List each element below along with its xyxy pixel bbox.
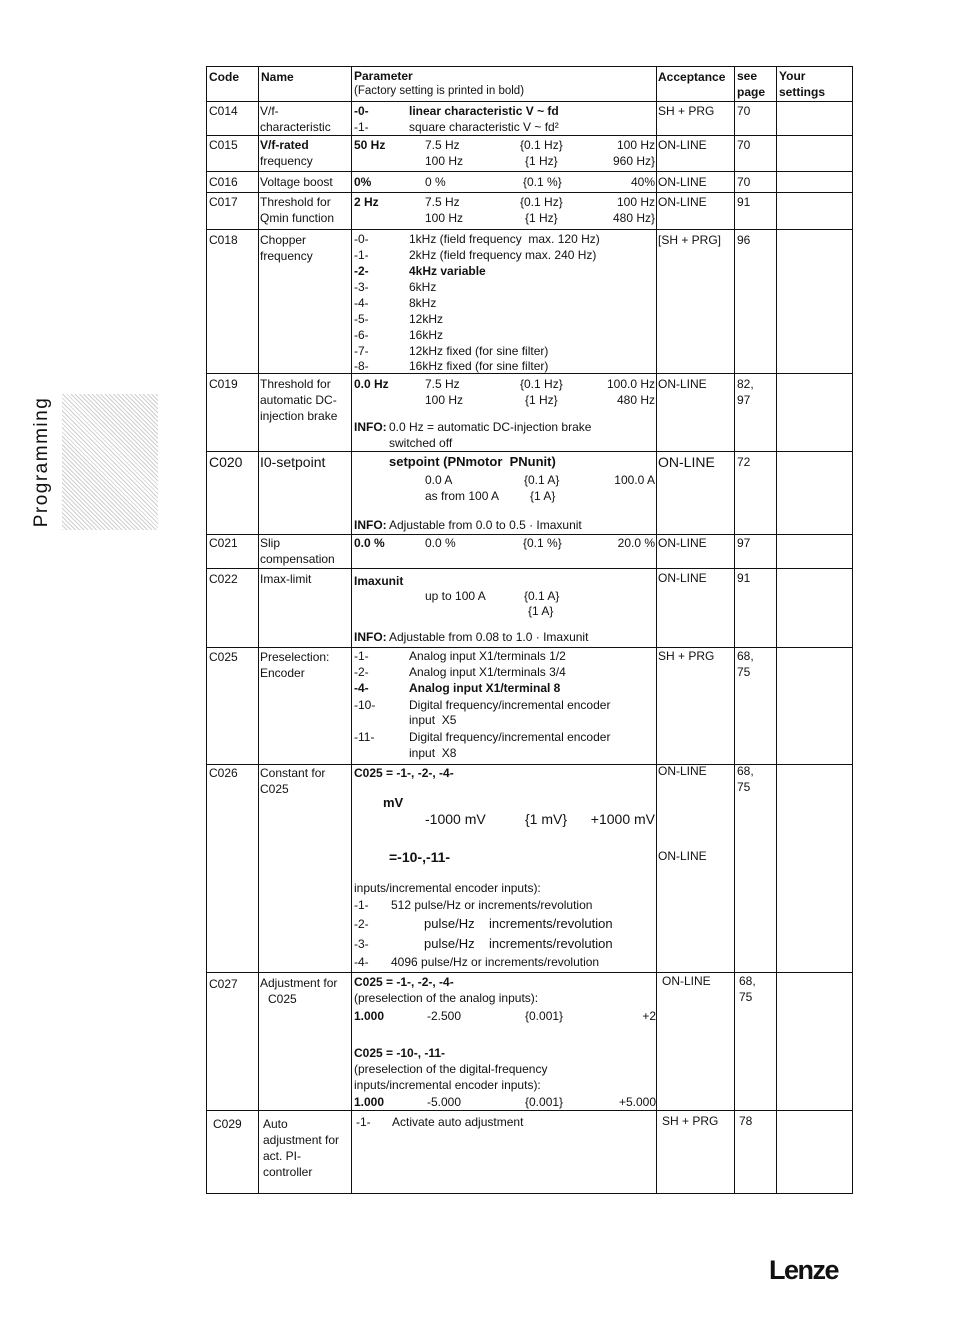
option-text: 12kHz <box>409 312 444 326</box>
option-code: -8- <box>354 359 369 373</box>
option-text: 12kHz fixed (for sine filter) <box>409 344 549 358</box>
page-c019: 82, <box>737 377 754 391</box>
min-c027: -2.500 <box>427 1009 462 1023</box>
option-text: Analog input X1/terminals 3/4 <box>409 665 566 679</box>
page-c015: 70 <box>737 138 751 152</box>
max-c016: 40% <box>630 175 655 189</box>
default-c022: Imaxunit <box>354 574 404 588</box>
info-label-c020: INFO: <box>354 518 387 532</box>
default2-c027: 1.000 <box>354 1095 385 1109</box>
option-code: -1- <box>354 898 369 912</box>
page-c025-2: 75 <box>737 665 751 679</box>
name-c026: Constant for <box>260 766 326 780</box>
min-c021: 0.0 % <box>425 536 456 550</box>
code-c018: C018 <box>209 233 238 247</box>
section-tab <box>28 392 56 532</box>
code-c021: C021 <box>209 536 238 550</box>
row-divider <box>207 229 852 230</box>
note2-c027: (preselection of the digital-frequency <box>354 1062 548 1076</box>
page-c020: 72 <box>737 455 751 469</box>
info-c019: 0.0 Hz = automatic DC-injection brake <box>389 420 592 434</box>
header-see-page-2: page <box>737 85 766 99</box>
min-c015: 7.5 Hz <box>425 138 460 152</box>
note2-c027-2: inputs/incremental encoder inputs): <box>354 1078 541 1092</box>
step-c020-2: {1 A} <box>530 489 556 503</box>
step-c019-2: {1 Hz} <box>525 393 558 407</box>
acceptance-c025: SH + PRG <box>658 649 715 663</box>
header-parameter: Parameter <box>354 69 413 83</box>
option-code: -4- <box>354 681 369 695</box>
name-c018-2: frequency <box>260 249 313 263</box>
default-c027: 1.000 <box>354 1009 385 1023</box>
acceptance-c026: ON-LINE <box>658 764 707 778</box>
parameter-table <box>206 66 853 1194</box>
header-see-page: see <box>737 69 758 83</box>
option-code: -2- <box>354 917 369 931</box>
min-c020: 0.0 A <box>425 473 453 487</box>
option-code: -2- <box>354 665 369 679</box>
min-c026: -1000 mV <box>425 811 486 827</box>
step-c027: {0.001} <box>525 1009 564 1023</box>
option-text: 512 pulse/Hz or increments/revolution <box>391 898 593 912</box>
min-c022: up to 100 A <box>425 589 486 603</box>
page-c014: 70 <box>737 104 751 118</box>
option-text: input X5 <box>409 713 457 727</box>
col-divider <box>734 67 735 1193</box>
name-c029-2: adjustment for <box>263 1133 340 1147</box>
acceptance-c029: SH + PRG <box>662 1114 719 1128</box>
row-divider <box>207 171 852 172</box>
option-text: 4kHz variable <box>409 264 486 278</box>
option-text: input X8 <box>409 746 457 760</box>
max-c015: 100 Hz <box>616 138 655 152</box>
option-code: -4- <box>354 955 369 969</box>
option-code: -6- <box>354 328 369 342</box>
min-c019-2: 100 Hz <box>425 393 464 407</box>
option-code: -5- <box>354 312 369 326</box>
header-acceptance: Acceptance <box>658 70 726 84</box>
option-text: 4096 pulse/Hz or increments/revolution <box>391 955 600 969</box>
code-c026: C026 <box>209 766 238 780</box>
option-code: -0- <box>354 232 369 246</box>
max-c026: +1000 mV <box>590 811 655 827</box>
min-c020-2: as from 100 A <box>425 489 500 503</box>
step-c015: {0.1 Hz} <box>520 138 563 152</box>
max2-c027: +5.000 <box>618 1095 656 1109</box>
col-divider <box>258 67 259 1193</box>
acceptance-c022: ON-LINE <box>658 571 707 585</box>
min-c017: 7.5 Hz <box>425 195 460 209</box>
code-c014: C014 <box>209 104 238 118</box>
option-text: 6kHz <box>409 280 437 294</box>
header-parameter-note: (Factory setting is printed in bold) <box>354 85 525 97</box>
name-c027-2: C025 <box>268 992 297 1006</box>
header-name: Name <box>261 70 294 84</box>
name-c029: Auto <box>263 1117 288 1131</box>
option-code: -1- <box>354 649 369 663</box>
min-c015-2: 100 Hz <box>425 154 464 168</box>
name-c019-3: injection brake <box>260 409 338 423</box>
step-c022-2: {1 A} <box>528 604 554 618</box>
row-divider <box>207 101 852 102</box>
name-c017-2: Qmin function <box>260 211 335 225</box>
option-code: -2- <box>354 264 369 278</box>
page-c026: 68, <box>737 764 754 778</box>
name-c025: Preselection: <box>260 650 330 664</box>
page-c026-2: 75 <box>737 780 751 794</box>
page-c018: 96 <box>737 233 751 247</box>
step-c019: {0.1 Hz} <box>520 377 563 391</box>
info-c019-2: switched off <box>389 436 453 450</box>
option-text: 16kHz fixed (for sine filter) <box>409 359 549 373</box>
option-text: Analog input X1/terminal 8 <box>409 681 561 695</box>
option-text: 1kHz (field frequency max. 120 Hz) <box>409 232 600 246</box>
code-c015: C015 <box>209 138 238 152</box>
code-c029: C029 <box>213 1117 242 1131</box>
code-c019: C019 <box>209 377 238 391</box>
option-text: 2kHz (field frequency max. 240 Hz) <box>409 248 597 262</box>
acceptance-c016: ON-LINE <box>658 175 707 189</box>
info-c022: Adjustable from 0.08 to 1.0 · Imaxunit <box>389 630 589 644</box>
head-c020: setpoint (PNmotor PNunit) <box>389 454 556 469</box>
code-c020: C020 <box>209 454 243 470</box>
min2-c027: -5.000 <box>427 1095 462 1109</box>
name-c020: I0-setpoint <box>260 454 326 470</box>
step2-c027: {0.001} <box>525 1095 564 1109</box>
header-your-settings: Your <box>779 69 806 83</box>
step-c016: {0.1 %} <box>523 175 562 189</box>
page-c027: 68, <box>739 974 756 988</box>
param-c014-opt: -1- <box>354 120 369 134</box>
page-c016: 70 <box>737 175 751 189</box>
option-code: -3- <box>354 937 369 951</box>
option-code: -7- <box>354 344 369 358</box>
info-label-c019: INFO: <box>354 420 387 434</box>
option-code: -11- <box>354 730 375 744</box>
name-c025-2: Encoder <box>260 666 305 680</box>
acceptance-c020: ON-LINE <box>658 454 715 470</box>
name-c018: Chopper <box>260 233 307 247</box>
default-c017: 2 Hz <box>354 195 379 209</box>
option-text: Activate auto adjustment <box>392 1115 524 1129</box>
step-c017: {0.1 Hz} <box>520 195 563 209</box>
acceptance-c018: [SH + PRG] <box>658 233 722 247</box>
option-text: pulse/Hz increments/revolution <box>424 936 613 951</box>
acceptance2-c026: ON-LINE <box>658 849 707 863</box>
acceptance-c015: ON-LINE <box>658 138 707 152</box>
head-c026: C025 = -1-, -2-, -4- <box>354 766 454 780</box>
code-c025: C025 <box>209 650 238 664</box>
param-c014-text: square characteristic V ~ fd² <box>409 120 559 134</box>
name-c026-2: C025 <box>260 782 289 796</box>
option-text: 16kHz <box>409 328 444 342</box>
default-c021: 0.0 % <box>354 536 385 550</box>
step-c015-2: {1 Hz} <box>525 154 558 168</box>
section-tab-label: Programming <box>31 396 52 528</box>
code-c027: C027 <box>209 977 238 991</box>
header-your-settings-2: settings <box>779 85 826 99</box>
header-code: Code <box>209 70 239 84</box>
min-c016: 0 % <box>425 175 446 189</box>
option-code: -1- <box>356 1115 371 1129</box>
name-c022: Imax-limit <box>260 572 312 586</box>
name-c016: Voltage boost <box>260 175 333 189</box>
name-c021: Slip <box>260 536 281 550</box>
page-c021: 97 <box>737 536 751 550</box>
row-divider <box>207 568 852 569</box>
option-code: -4- <box>354 296 369 310</box>
acceptance-c021: ON-LINE <box>658 536 707 550</box>
note-c027: (preselection of the analog inputs): <box>354 991 539 1005</box>
default-c016: 0% <box>354 175 372 189</box>
lenze-logo: Lenze <box>769 1255 839 1285</box>
col-divider <box>351 67 352 1193</box>
name-c019: Threshold for <box>260 377 331 391</box>
name-c014-2: characteristic <box>260 120 331 134</box>
acceptance-c019: ON-LINE <box>658 377 707 391</box>
unit-c026: mV <box>383 795 404 810</box>
head-c027: C025 = -1-, -2-, -4- <box>354 975 454 989</box>
row-divider <box>207 192 852 193</box>
info-c020: Adjustable from 0.0 to 0.5 · Imaxunit <box>389 518 582 532</box>
max-c020: 100.0 A <box>614 473 655 487</box>
max-c019: 100.0 Hz <box>606 377 655 391</box>
page-c017: 91 <box>737 195 751 209</box>
section-tab-pattern <box>62 394 158 530</box>
option-code: -1- <box>354 248 369 262</box>
step-c021: {0.1 %} <box>523 536 562 550</box>
page-c022: 91 <box>737 571 751 585</box>
acceptance-c017: ON-LINE <box>658 195 707 209</box>
code-c017: C017 <box>209 195 238 209</box>
name-c029-3: act. PI- <box>263 1149 302 1163</box>
option-text: 8kHz <box>409 296 437 310</box>
step-c020: {0.1 A} <box>524 473 560 487</box>
option-text: Analog input X1/terminals 1/2 <box>409 649 566 663</box>
name-c015-2: frequency <box>260 154 313 168</box>
row-divider <box>207 135 852 136</box>
name-c015: V/f-rated <box>260 138 309 152</box>
name-c029-4: controller <box>263 1165 313 1179</box>
name-c014: V/f- <box>260 104 279 118</box>
acceptance-c027: ON-LINE <box>662 974 711 988</box>
max-c017: 100 Hz <box>616 195 655 209</box>
max-c027: +2 <box>642 1009 656 1023</box>
row-divider <box>207 451 852 452</box>
acceptance-c014: SH + PRG <box>658 104 715 118</box>
param-c014-text: linear characteristic V ~ fd <box>409 104 559 118</box>
option-text: pulse/Hz increments/revolution <box>424 916 613 931</box>
min-c019: 7.5 Hz <box>425 377 460 391</box>
option-code: -3- <box>354 280 369 294</box>
page-c019-2: 97 <box>737 393 751 407</box>
name-c027: Adjustment for <box>260 976 338 990</box>
code-c022: C022 <box>209 572 238 586</box>
col-divider <box>656 67 657 1193</box>
note-c026: inputs/incremental encoder inputs): <box>354 881 541 895</box>
name-c019-2: automatic DC- <box>260 393 337 407</box>
head2-c027: C025 = -10-, -11- <box>354 1046 446 1060</box>
max-c019-2: 480 Hz <box>616 393 655 407</box>
name-c017: Threshold for <box>260 195 331 209</box>
page-c027-2: 75 <box>739 990 753 1004</box>
info-label-c022: INFO: <box>354 630 387 644</box>
head2-c026: =-10-,-11- <box>389 849 451 865</box>
min-c017-2: 100 Hz <box>425 211 464 225</box>
default-c019: 0.0 Hz <box>354 377 389 391</box>
step-c022: {0.1 A} <box>524 589 560 603</box>
page-c029: 78 <box>739 1114 753 1128</box>
max-c021: 20.0 % <box>617 536 655 550</box>
option-text: Digital frequency/incremental encoder <box>409 730 611 744</box>
name-c021-2: compensation <box>260 552 335 566</box>
page-c025: 68, <box>737 649 754 663</box>
step-c026: {1 mV} <box>525 811 568 827</box>
default-c015: 50 Hz <box>354 138 386 152</box>
code-c016: C016 <box>209 175 238 189</box>
option-code: -10- <box>354 698 376 712</box>
max-c015-2: 960 Hz} <box>612 154 655 168</box>
option-text: Digital frequency/incremental encoder <box>409 698 611 712</box>
param-c014-opt: -0- <box>354 104 369 118</box>
step-c017-2: {1 Hz} <box>525 211 558 225</box>
col-divider <box>776 67 777 1193</box>
row-divider <box>207 1110 852 1111</box>
max-c017-2: 480 Hz} <box>612 211 655 225</box>
